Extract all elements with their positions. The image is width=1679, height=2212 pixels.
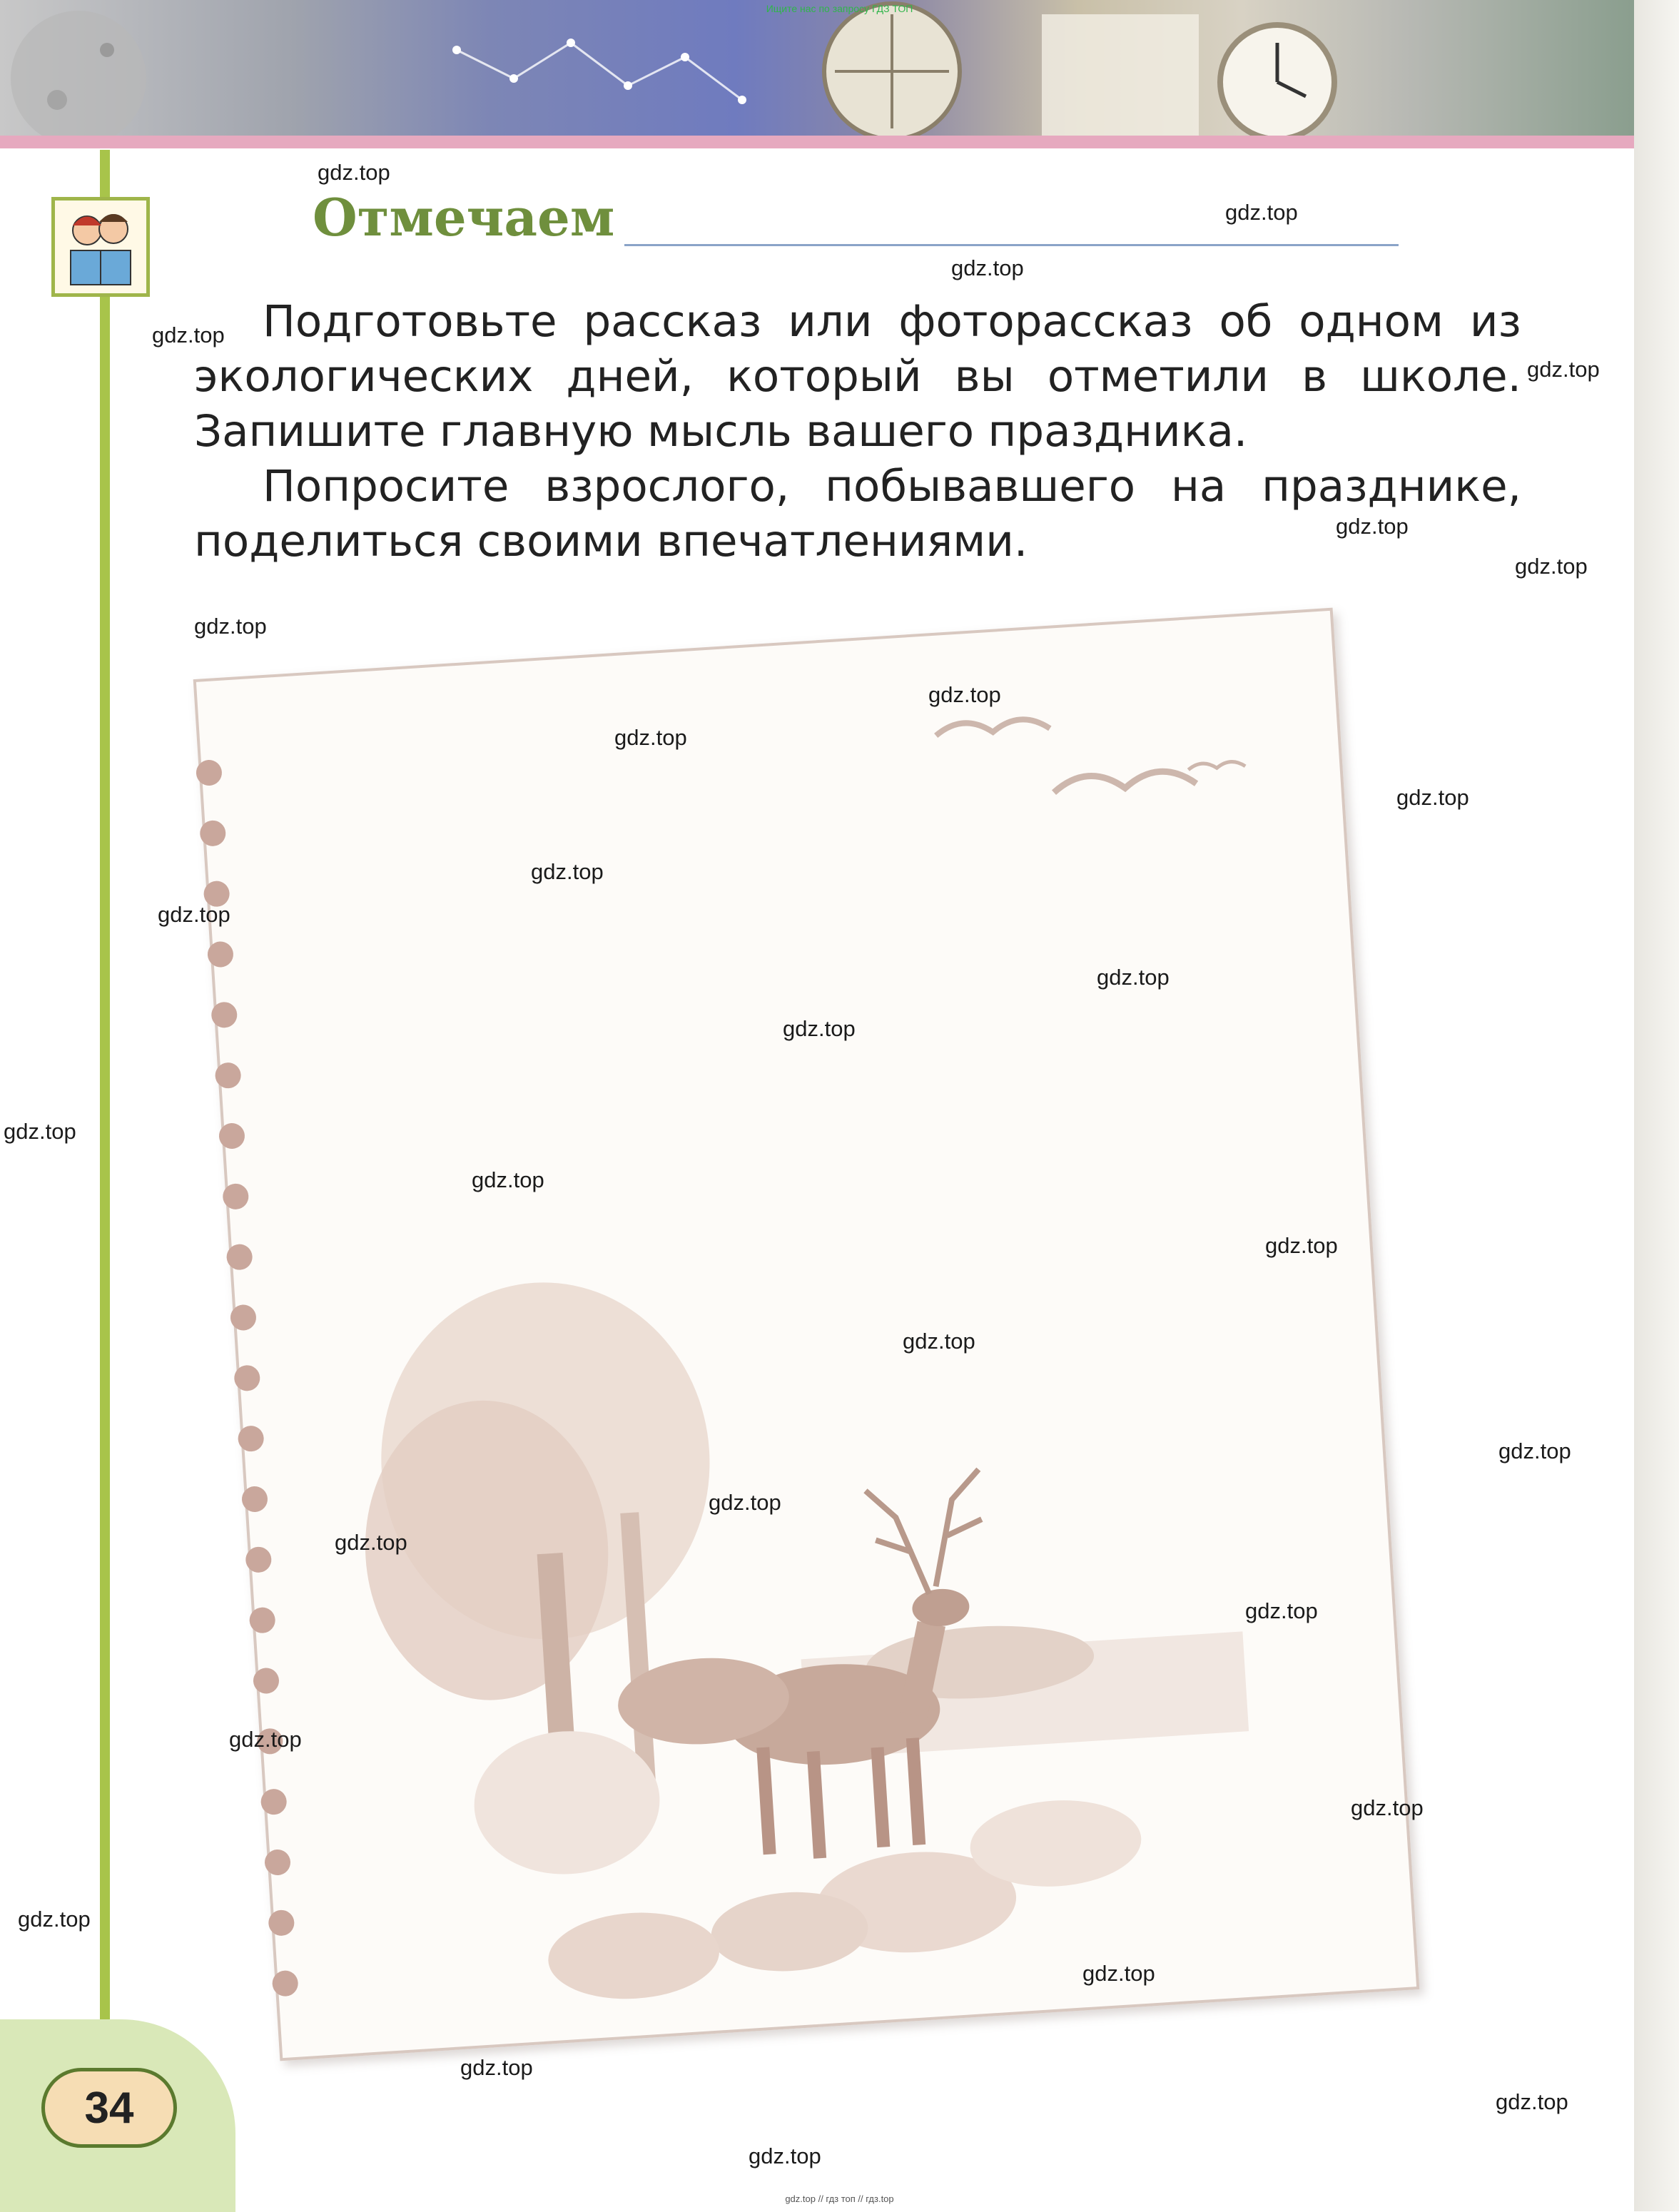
watermark: gdz.top <box>1351 1795 1424 1820</box>
watermark: gdz.top <box>158 902 230 927</box>
watermark: gdz.top <box>1498 1439 1571 1463</box>
task-paragraph-1: Подготовьте рассказ или фоторассказ об одном из экологических дней, который вы отметили в школе. Запишите главную мысль вашего праздника. <box>194 296 1521 457</box>
footer-links[interactable]: gdz.top // гдз топ // гдз.top <box>785 2193 894 2204</box>
watermark: gdz.top <box>194 614 267 639</box>
watermark: gdz.top <box>335 1530 407 1555</box>
watermark: gdz.top <box>1082 1961 1155 1986</box>
watermark: gdz.top <box>709 1490 781 1515</box>
watermark: gdz.top <box>614 725 687 750</box>
watermark: gdz.top <box>1515 554 1588 579</box>
watermark: gdz.top <box>903 1329 975 1354</box>
banner-stripe <box>0 136 1634 148</box>
watermark: gdz.top <box>1527 357 1600 382</box>
watermark: gdz.top <box>531 859 604 884</box>
page-right-edge <box>1634 0 1679 2211</box>
nature-illustration <box>196 611 1416 2058</box>
search-hint: Ищите нас по запросу ГДЗ ТОП <box>766 3 913 14</box>
watermark: gdz.top <box>928 682 1001 707</box>
watermark: gdz.top <box>1225 200 1298 225</box>
section-title: Отмечаем <box>313 187 615 248</box>
watermark: gdz.top <box>460 2055 533 2080</box>
watermark: gdz.top <box>1265 1233 1338 1258</box>
watermark: gdz.top <box>1245 1598 1318 1623</box>
watermark: gdz.top <box>18 1907 91 1932</box>
watermark: gdz.top <box>951 255 1024 280</box>
watermark: gdz.top <box>318 160 390 185</box>
constellation-decoration <box>0 0 1634 136</box>
children-reading-icon <box>51 197 150 297</box>
title-underline <box>624 244 1399 246</box>
left-accent-bar <box>100 150 110 2062</box>
watermark: gdz.top <box>4 1119 76 1144</box>
watermark: gdz.top <box>152 323 225 347</box>
page-number: 34 <box>41 2068 177 2148</box>
watermark: gdz.top <box>1496 2089 1568 2114</box>
watermark: gdz.top <box>1336 514 1409 539</box>
notebook-sheet[interactable] <box>193 608 1420 2061</box>
watermark: gdz.top <box>472 1167 544 1192</box>
watermark: gdz.top <box>1097 965 1170 990</box>
watermark: gdz.top <box>1396 785 1469 810</box>
watermark: gdz.top <box>783 1016 856 1041</box>
watermark: gdz.top <box>749 2143 821 2168</box>
top-banner <box>0 0 1634 136</box>
watermark: gdz.top <box>229 1727 302 1752</box>
task-paragraph-2: Попросите взрослого, побывавшего на празднике, поделиться своими впечатлениями. <box>194 461 1521 567</box>
